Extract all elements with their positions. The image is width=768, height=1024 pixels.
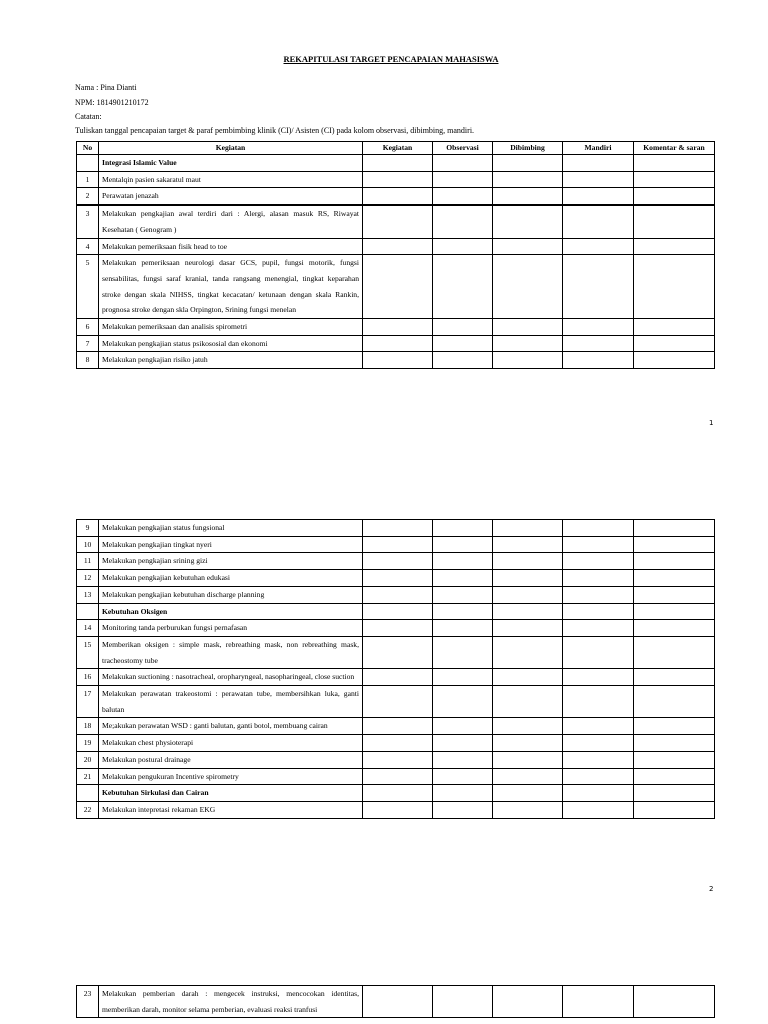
section-header-row [77,155,715,172]
komentar-cell [634,986,715,1018]
kegiatan-cell [363,801,433,818]
notes-label: Catatan: [75,112,102,121]
mandiri-cell [563,751,634,768]
observasi-cell [433,520,493,537]
komentar-cell [634,335,715,352]
activity-text: Melakukan pengkajian status psikososial dan ekonomi [99,335,363,352]
dibimbing-cell [493,735,563,752]
table-row [77,352,715,369]
activity-text: Melakukan pemeriksaan dan analisis spirometri [99,319,363,336]
header-kegiatan-col: Kegiatan [363,142,433,155]
activity-text: Kebutuhan Oksigen [99,603,363,620]
observasi-cell [433,155,493,172]
komentar-cell [634,206,715,238]
dibimbing-cell [493,335,563,352]
row-number [77,603,99,620]
activity-text: Melakukan postural drainage [99,751,363,768]
row-number [77,155,99,172]
row-number: 7 [77,335,99,352]
dibimbing-cell [493,206,563,238]
observasi-cell [433,669,493,686]
observasi-cell [433,536,493,553]
mandiri-cell [563,319,634,336]
mandiri-cell [563,603,634,620]
dibimbing-cell [493,636,563,668]
observasi-cell [433,686,493,718]
dibimbing-cell [493,536,563,553]
activity-text: Melakukan pengkajian awal terdiri dari : Alergi, alasan masuk RS, Riwayat Kesehatan ( Genogram ) [99,206,363,238]
kegiatan-cell [363,319,433,336]
row-number: 21 [77,768,99,785]
dibimbing-cell [493,603,563,620]
activity-text: Me;akukan perawatan WSD : ganti balutan, ganti botol, membuang cairan [99,718,363,735]
dibimbing-cell [493,986,563,1018]
table-row [77,751,715,768]
header-dibimbing: Dibimbing [493,142,563,155]
komentar-cell [634,586,715,603]
komentar-cell [634,751,715,768]
kegiatan-cell [363,352,433,369]
row-number: 10 [77,536,99,553]
mandiri-cell [563,986,634,1018]
komentar-cell [634,570,715,587]
kegiatan-cell [363,553,433,570]
dibimbing-cell [493,520,563,537]
activity-text: Integrasi Islamic Value [99,155,363,172]
kegiatan-cell [363,986,433,1018]
kegiatan-cell [363,768,433,785]
observasi-cell [433,553,493,570]
komentar-cell [634,785,715,802]
dibimbing-cell [493,785,563,802]
kegiatan-cell [363,686,433,718]
observasi-cell [433,335,493,352]
activity-text: Melakukan perawatan trakeostomi : perawatan tube, membersihkan luka, ganti balutan [99,686,363,718]
activity-text: Melakukan pengkajian srining gizi [99,553,363,570]
dibimbing-cell [493,155,563,172]
table-row [77,536,715,553]
kegiatan-cell [363,238,433,255]
observasi-cell [433,751,493,768]
mandiri-cell [563,536,634,553]
mandiri-cell [563,669,634,686]
mandiri-cell [563,255,634,319]
header-komentar: Komentar & saran [634,142,715,155]
observasi-cell [433,785,493,802]
row-number: 17 [77,686,99,718]
row-number [77,785,99,802]
kegiatan-cell [363,718,433,735]
kegiatan-cell [363,155,433,172]
table-row [77,238,715,255]
activity-text: Kebutuhan Sirkulasi dan Cairan [99,785,363,802]
mandiri-cell [563,785,634,802]
mandiri-cell [563,335,634,352]
mandiri-cell [563,520,634,537]
dibimbing-cell [493,553,563,570]
table-row [77,636,715,668]
kegiatan-cell [363,636,433,668]
dibimbing-cell [493,586,563,603]
dibimbing-cell [493,188,563,205]
row-number: 15 [77,636,99,668]
mandiri-cell [563,768,634,785]
table-row [77,586,715,603]
mandiri-cell [563,171,634,188]
kegiatan-cell [363,620,433,637]
table-row [77,735,715,752]
observasi-cell [433,620,493,637]
komentar-cell [634,636,715,668]
row-number: 23 [77,986,99,1018]
mandiri-cell [563,570,634,587]
dibimbing-cell [493,669,563,686]
dibimbing-cell [493,801,563,818]
row-number: 18 [77,718,99,735]
kegiatan-cell [363,206,433,238]
dibimbing-cell [493,238,563,255]
observasi-cell [433,319,493,336]
row-number: 8 [77,352,99,369]
komentar-cell [634,255,715,319]
mandiri-cell [563,620,634,637]
row-number: 22 [77,801,99,818]
mandiri-cell [563,238,634,255]
table-header-row [77,142,715,155]
kegiatan-cell [363,669,433,686]
observasi-cell [433,735,493,752]
komentar-cell [634,553,715,570]
table-row [77,570,715,587]
row-number: 6 [77,319,99,336]
activity-text: Perawatan jenazah [99,188,363,205]
dibimbing-cell [493,718,563,735]
dibimbing-cell [493,319,563,336]
table-row [77,171,715,188]
activity-text: Melakukan pengkajian tingkat nyeri [99,536,363,553]
komentar-cell [634,155,715,172]
table-row [77,319,715,336]
activity-text: Memberikan oksigen : simple mask, rebreathing mask, non rebreathing mask, tracheostomy tube [99,636,363,668]
mandiri-cell [563,586,634,603]
table-row [77,718,715,735]
activity-text: Melakukan pengkajian risiko jatuh [99,352,363,369]
komentar-cell [634,171,715,188]
page-number: 1 [709,419,714,427]
row-number: 20 [77,751,99,768]
dibimbing-cell [493,768,563,785]
row-number: 9 [77,520,99,537]
table-row [77,188,715,205]
table-row [77,553,715,570]
mandiri-cell [563,718,634,735]
header-kegiatan: Kegiatan [99,142,363,155]
kegiatan-cell [363,520,433,537]
dibimbing-cell [493,570,563,587]
mandiri-cell [563,352,634,369]
dibimbing-cell [493,171,563,188]
observasi-cell [433,255,493,319]
kegiatan-cell [363,735,433,752]
activity-text: Melakukan pengkajian status fungsional [99,520,363,537]
komentar-cell [634,352,715,369]
komentar-cell [634,520,715,537]
row-number: 19 [77,735,99,752]
table-row [77,206,715,238]
observasi-cell [433,801,493,818]
row-number: 3 [77,206,99,238]
observasi-cell [433,586,493,603]
mandiri-cell [563,155,634,172]
activity-text: Mentalqin pasien sakaratul maut [99,171,363,188]
dibimbing-cell [493,751,563,768]
student-npm: NPM: 1814901210172 [75,98,149,107]
header-observasi: Observasi [433,142,493,155]
activity-text: Melakukan chest physioterapi [99,735,363,752]
table-row [77,620,715,637]
kegiatan-cell [363,586,433,603]
dibimbing-cell [493,620,563,637]
row-number: 13 [77,586,99,603]
activity-text: Melakukan intepretasi rekaman EKG [99,801,363,818]
activity-text: Melakukan pengkajian kebutuhan discharge planning [99,586,363,603]
kegiatan-cell [363,171,433,188]
activity-text: Melakukan pemeriksaan neurologi dasar GCS, pupil, fungsi motorik, fungsi sensabilitas, fungsi saraf kranial, tanda rangsang menengial, tingkat keparahan stroke dengan skala NIHSS, tingkat kecacatan/ ketunaan dengan skala Rankin, prognosa stroke dengan skla Orpington, Srining fungsi menelan [99,255,363,319]
kegiatan-cell [363,255,433,319]
student-name: Nama : Pina Dianti [75,83,137,92]
observasi-cell [433,768,493,785]
komentar-cell [634,801,715,818]
table-row [77,768,715,785]
activity-text: Melakukan pengkajian kebutuhan edukasi [99,570,363,587]
table-row [77,255,715,319]
document-title: REKAPITULASI TARGET PENCAPAIAN MAHASISWA [283,54,499,64]
page-number: 2 [709,885,714,893]
komentar-cell [634,768,715,785]
mandiri-cell [563,801,634,818]
target-table-page-2 [76,519,715,819]
kegiatan-cell [363,536,433,553]
table-row [77,986,715,1018]
komentar-cell [634,536,715,553]
observasi-cell [433,352,493,369]
observasi-cell [433,570,493,587]
target-table-page-3 [76,985,715,1018]
row-number: 12 [77,570,99,587]
komentar-cell [634,669,715,686]
dibimbing-cell [493,686,563,718]
komentar-cell [634,188,715,205]
kegiatan-cell [363,603,433,620]
row-number: 1 [77,171,99,188]
mandiri-cell [563,686,634,718]
observasi-cell [433,718,493,735]
observasi-cell [433,171,493,188]
komentar-cell [634,603,715,620]
section-header-row [77,603,715,620]
activity-text: Melakukan pemeriksaan fisik head to toe [99,238,363,255]
mandiri-cell [563,735,634,752]
table-row [77,335,715,352]
activity-text: Melakukan pemberian darah : mengecek instruksi, mencocokan identitas, memberikan darah, monitor selama pemberian, evaluasi reaksi tranfusi [99,986,363,1018]
observasi-cell [433,188,493,205]
dibimbing-cell [493,352,563,369]
header-no: No [77,142,99,155]
activity-text: Monitoring tanda perburukan fungsi pernafasan [99,620,363,637]
activity-text: Melakukan suctioning : nasotracheal, oropharyngeal, nasopharingeal, close suction [99,669,363,686]
table-row [77,520,715,537]
row-number: 2 [77,188,99,205]
header-mandiri: Mandiri [563,142,634,155]
mandiri-cell [563,553,634,570]
kegiatan-cell [363,570,433,587]
row-number: 14 [77,620,99,637]
table-row [77,686,715,718]
mandiri-cell [563,636,634,668]
target-table-page-1 [76,141,715,369]
table-row [77,669,715,686]
row-number: 4 [77,238,99,255]
kegiatan-cell [363,785,433,802]
kegiatan-cell [363,751,433,768]
observasi-cell [433,986,493,1018]
instruction-text: Tuliskan tanggal pencapaian target & paraf pembimbing klinik (CI)/ Asisten (CI) pada kolom observasi, dibimbing, mandiri. [75,126,475,135]
row-number: 5 [77,255,99,319]
kegiatan-cell [363,188,433,205]
section-header-row [77,785,715,802]
komentar-cell [634,319,715,336]
komentar-cell [634,735,715,752]
mandiri-cell [563,188,634,205]
komentar-cell [634,238,715,255]
table-row [77,801,715,818]
row-number: 11 [77,553,99,570]
observasi-cell [433,206,493,238]
mandiri-cell [563,206,634,238]
observasi-cell [433,636,493,668]
observasi-cell [433,603,493,620]
komentar-cell [634,718,715,735]
komentar-cell [634,620,715,637]
activity-text: Melakukan pengukuran Incentive spirometry [99,768,363,785]
dibimbing-cell [493,255,563,319]
observasi-cell [433,238,493,255]
komentar-cell [634,686,715,718]
kegiatan-cell [363,335,433,352]
row-number: 16 [77,669,99,686]
